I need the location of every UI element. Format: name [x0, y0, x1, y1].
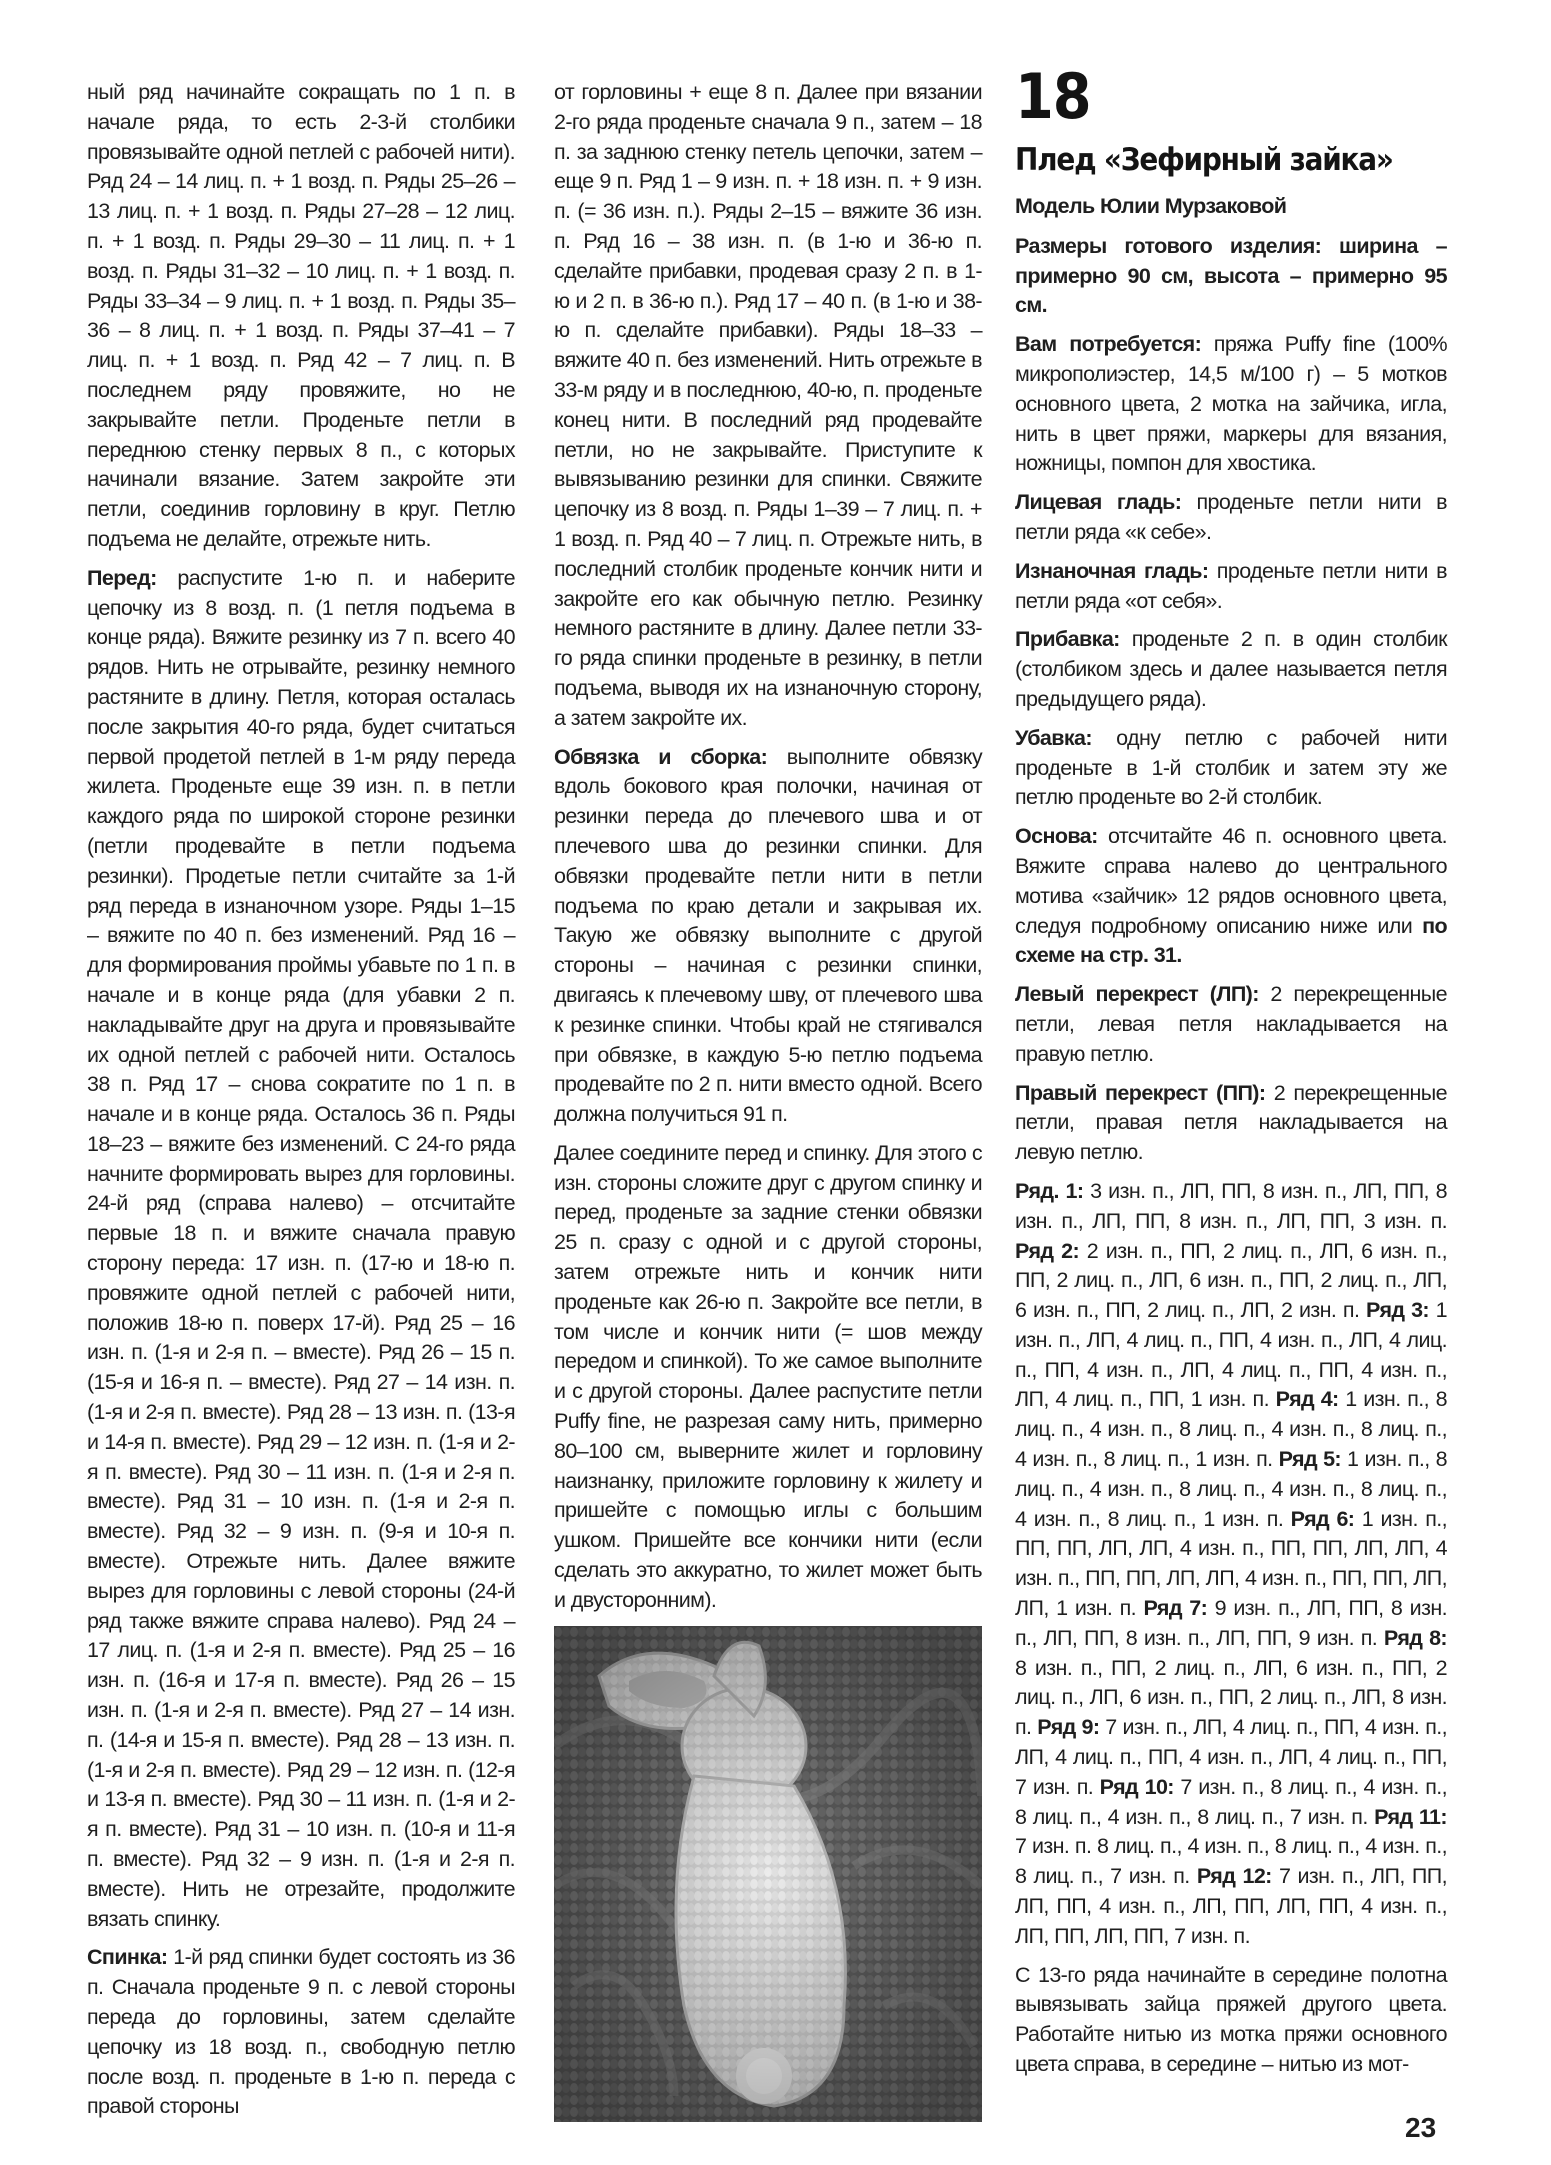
text-increase: проденьте 2 п. в один столбик (столбиком здесь и далее называется петля предыдущего ряда). [1015, 627, 1447, 711]
row-text: 1 изн. п., ПП, ПП, ЛП, ЛП, 4 изн. п., ПП, ПП, ЛП, ЛП, 4 изн. п., ПП, ПП, ЛП, ЛП, 4 изн. п., ПП, ПП, ЛП, ЛП, 1 изн. п. [1015, 1506, 1447, 1621]
paragraph-right-cross [1015, 1079, 1447, 1168]
row-label: Ряд 7: [1143, 1596, 1208, 1621]
row-label: Ряд 10: [1099, 1774, 1174, 1799]
text-front: распустите 1-ю п. и наберите цепочку из 8 возд. п. (1 петля подъема в конце ряда). Вяжите резинку из 7 п. всего 40 рядов. Нить не отрывайте, резинку немного растяните в длину. Петля, которая осталась после закрытия 40-го ряда, будет считаться первой продетой петлей в 1-м ряду переда жилета. Проденьте еще 39 изн. п. в петли каждого ряда по широкой стороне резинки (петли продевайте в петли подъема резинки). Продетые петли считайте за 1-й ряд переда в изнаночном узоре. Ряды 1–15 – вяжите по 40 п. без изменений. Ряд 16 – для формирования проймы убавьте по 1 п. в начале и в конце ряда (для убавки 2 п. накладывайте друг на друга и провязывайте их одной петлей с рабочей нити. Осталось 38 п. Ряд 17 – снова сократите по 1 п. в начале и в конце ряда. Осталось 36 п. Ряды 18–23 – вяжите без изменений. С 24-го ряда начните формировать вырез для горловины. 24-й ряд (справа налево) – отсчитайте первые 18 п. и вяжите сначала правую сторону переда: 17 изн. п. (17-ю и 18-ю п. провяжите одной петлей с рабочей нити, положив 18-ю п. поверх 17-й). Ряд 25 – 16 изн. п. (1-я и 2-я п. – вместе). Ряд 26 – 15 п. (15-я и 16-я п. – вместе). Ряд 27 – 14 изн. п. (1-я и 2-я п. вместе). Ряд 28 – 13 изн. п. (13-я и 14-я п. вместе). Ряд 29 – 12 изн. п. (1-я и 2-я п. вместе). Ряд 30 – 11 изн. п. (1-я и 2-я п. вместе). Ряд 31 – 10 изн. п. (1-я и 2-я п. вместе). Ряд 32 – 9 изн. п. (9-я и 10-я п. вместе). Отрежьте нить. Далее вяжите вырез для горловины с левой стороны (24-й ряд также вяжите справа налево). Ряд 24 – 17 лиц. п. (1-я и 2-я п. вместе). Ряд 25 – 16 изн. п. (16-я и 17-я п. вместе). Ряд 26 – 15 изн. п. (1-я и 2-я п. вместе). Ряд 27 – 14 изн. п. (14-я и 15-я п. вместе). Ряд 28 – 13 изн. п. (1-я и 2-я п. вместе). Ряд 29 – 12 изн. п. (12-я и 13-я п. вместе). Ряд 30 – 11 изн. п. (1-я и 2-я п. вместе). Ряд 31 – 10 изн. п. (10-я и 11-я п. вместе). Ряд 32 – 9 изн. п. (1-я и 2-я п. вместе). Нить не отрезайте, продолжите вязать спинку. [87, 565, 515, 1931]
bunny-illustration [554, 1626, 982, 2122]
row-text: 1 изн. п., 8 лиц. п., 4 изн. п., 8 лиц. п., 4 изн. п., 8 лиц. п., 4 изн. п., 8 лиц. п., 1 изн. п. [1015, 1387, 1447, 1472]
label-base: Основа: [1015, 824, 1098, 849]
paragraph-size [1015, 232, 1447, 321]
page-number: 23 [1405, 2112, 1437, 2143]
text-stockinette: проденьте петли нити в петли ряда «к себе». [1015, 490, 1447, 544]
text-reverse-stockinette: проденьте петли нити в петли ряда «от себя». [1015, 558, 1447, 613]
paragraph-back-continued: от горловины + еще 8 п. Далее при вязании 2-го ряда проденьте сначала 9 п., затем – 18 п. за заднюю стенку петель цепочки, затем – еще 9 п. Ряд 1 – 9 изн. п. + 18 изн. п. + 9 изн. п. (= 36 изн. п.). Ряды 2–15 – вяжите 36 изн. п. Ряд 16 – 38 изн. п. (в 1-ю и 36-ю п. сделайте прибавки, продевая сразу 2 п. в 1-ю и 2 п. в 36-ю п.). Ряд 17 – 40 п. (в 1-ю и 38-ю п. сделайте прибавки). Ряды 18–33 – вяжите 40 п. без изменений. Нить отрежьте в 33-м ряду и в последнюю, 40-ю, п. проденьте конец нити. В последний ряд продевайте петли, но не закрывайте. Приступите к вывязыванию резинки для спинки. Свяжите цепочку из 8 возд. п. Ряды 1–39 – 7 лиц. п. + 1 возд. п. Ряд 40 – 7 лиц. п. Отрежьте нить, в последний столбик проденьте кончик нити и закройте его как обычную петлю. Резинку немного растяните в длину. Далее петли 33-го ряда спинки проденьте в резинку, в петли подъема, выводя их на изнаночную сторону, а затем закройте их. [554, 80, 982, 730]
text-right-cross: 2 перекрещенные петли, правая петля накладывается на левую петлю. [1015, 1080, 1448, 1165]
row-text: 3 изн. п., ЛП, ПП, 8 изн. п., ЛП, ПП, 8 изн. п., ЛП, ПП, 8 изн. п., ЛП, ПП, 3 изн. п. [1015, 1178, 1447, 1233]
row-label: Ряд 8: [1383, 1625, 1447, 1650]
row-label: Ряд 12: [1196, 1864, 1272, 1889]
label-stockinette: Лицевая гладь: [1015, 490, 1182, 515]
row-label: Ряд 2: [1015, 1238, 1080, 1263]
paragraph-reverse-stockinette [1015, 557, 1447, 617]
column-middle [554, 78, 982, 2122]
bunny-blanket-photo [554, 1626, 982, 2122]
row-label: Ряд 6: [1290, 1506, 1355, 1531]
paragraph-stockinette [1015, 488, 1447, 548]
label-back: Спинка: [87, 1945, 168, 1970]
column-left [87, 78, 515, 2131]
paragraph-materials [1015, 330, 1447, 479]
label-front: Перед: [87, 565, 157, 590]
row-text: 7 изн. п., ЛП, 4 лиц. п., ПП, 4 изн. п., ЛП, 4 лиц. п., ПП, 4 изн. п., ЛП, 4 лиц. п., ПП, 7 изн. п. [1015, 1715, 1447, 1799]
row-label: Ряд 11: [1374, 1804, 1447, 1829]
row-text: 7 изн. п. 8 лиц. п., 4 изн. п., 8 лиц. п., 4 изн. п., 8 лиц. п., 7 изн. п. [1015, 1834, 1447, 1889]
row-text: 1 изн. п., 8 лиц. п., 4 изн. п., 8 лиц. п., 4 изн. п., 8 лиц. п., 4 изн. п., 8 лиц. п., 1 изн. п. [1015, 1447, 1448, 1531]
row-text: 1 изн. п., ЛП, 4 лиц. п., ПП, 4 изн. п., ЛП, 4 лиц. п., ПП, 4 изн. п., ЛП, 4 лиц. п., ПП, 4 изн. п., ЛП, 4 лиц. п., ПП, 1 изн. п. [1015, 1298, 1447, 1412]
paragraph-back [87, 1943, 515, 2122]
paragraph-increase [1015, 625, 1447, 714]
row-text: 7 изн. п., 8 лиц. п., 4 изн. п., 8 лиц. п., 4 изн. п., 8 лиц. п., 7 изн. п. [1015, 1774, 1447, 1829]
label-left-cross: Левый перекрест (ЛП): [1015, 982, 1259, 1007]
label-right-cross: Правый перекрест (ПП): [1015, 1080, 1266, 1105]
pattern-title: Плед «Зефирный зайка» [1015, 142, 1393, 178]
paragraph-joining: Далее соедините перед и спинку. Для этого с изн. стороны сложите друг с другом спинку и перед, проденьте за задние стенки обвязки 25 п. сразу с одной и с другой стороны, затем отрежьте нить и кончик нити проденьте как 26-ю п. Закройте все петли, в том числе и кончик нити (= шов между передом и спинкой). То же самое выполните и с другой стороны. Далее распустите петли Puffy fine, не разрезая саму нить, примерно 80–100 см, выверните жилет и горловину наизнанку, приложите горловину к жилету и пришейте с помощью иглы с большим ушком. Пришейте все кончики нити (если сделать это аккуратно, то жилет может быть и двусторонним). [554, 1140, 982, 1612]
row-text: 9 изн. п., ЛП, ПП, 8 изн. п., ЛП, ПП, 8 изн. п., ЛП, ПП, 9 изн. п. [1015, 1596, 1447, 1650]
text-decrease: одну петлю с рабочей нити проденьте в 1-й столбик и затем эту же петлю проденьте во 2-й столбик. [1015, 725, 1447, 810]
paragraph-left-cross [1015, 980, 1447, 1069]
row-label: Ряд. 1: [1015, 1178, 1084, 1203]
label-assembly: Обвязка и сборка: [554, 744, 768, 769]
pattern-author: Модель Юлии Мурзаковой [1015, 194, 1287, 218]
column-right [1015, 62, 1447, 2089]
row-text: 2 изн. п., ПП, 2 лиц. п., ЛП, 6 изн. п., ПП, 2 лиц. п., ЛП, 6 изн. п., ПП, 2 лиц. п., ЛП, 6 изн. п., ПП, 2 лиц. п., ЛП, 2 изн. п. [1015, 1238, 1447, 1323]
text-materials: пряжа Puffy fine (100% микрополиэстер, 14,5 м/100 г) – 5 мотков основного цвета, 2 мотка на зайчика, игла, нить в цвет пряжи, маркеры для вязания, ножницы, помпон для хвостика. [1015, 332, 1448, 476]
label-decrease: Убавка: [1015, 725, 1092, 750]
paragraph-base [1015, 822, 1447, 971]
label-increase: Прибавка: [1015, 627, 1120, 652]
row-label: Ряд 9: [1037, 1715, 1100, 1740]
paragraph-assembly [554, 743, 982, 1130]
row-label: Ряд 5: [1278, 1447, 1341, 1472]
text-left-cross: 2 перекрещенные петли, левая петля накладывается на правую петлю. [1015, 982, 1447, 1066]
pattern-number: 18 [1015, 60, 1091, 133]
row-text: 8 изн. п., ПП, 2 лиц. п., ЛП, 6 изн. п., ПП, 2 лиц. п., ЛП, 6 изн. п., ПП, 2 лиц. п., ЛП, 8 изн. п. [1015, 1655, 1447, 1740]
text-assembly: выполните обвязку вдоль бокового края полочки, начиная от резинки переда до плечевого шва и от плечевого шва до резинки спинки. Для обвязки продевайте петли нити в петли подъема по краю детали и закрывая их. Такую же обвязку выполните с другой стороны – начиная с резинки спинки, двигаясь к плечевому шву, от плечевого шва к резинке спинки. Чтобы край не стягивался при обвязке, в каждую 5-ю петлю подъема продевайте по 2 п. нити вместо одной. Всего должна получиться 91 п. [554, 744, 982, 1127]
row-label: Ряд 3: [1365, 1298, 1429, 1323]
row-label: Ряд 4: [1275, 1387, 1339, 1412]
text-back: 1-й ряд спинки будет состоять из 36 п. Сначала проденьте 9 п. с левой стороны переда до горловины, затем сделайте цепочку из 18 возд. п., свободную петлю после возд. п. проденьте в 1-ю п. переда с правой стороны [87, 1945, 515, 2119]
paragraph-front [87, 564, 515, 1935]
paragraph-rows [1015, 1177, 1447, 1952]
label-reverse-stockinette: Изнаночная гладь: [1015, 558, 1209, 583]
text-size: Размеры готового изделия: ширина – примерно 90 см, высота – примерно 95 см. [1015, 233, 1447, 318]
label-materials: Вам потребуется: [1015, 332, 1202, 357]
row-text: 7 изн. п., ЛП, ПП, ЛП, ПП, 4 изн. п., ЛП, ПП, ЛП, ПП, 4 изн. п., ЛП, ПП, ЛП, ПП, 7 изн. п. [1015, 1864, 1447, 1948]
paragraph-decrease [1015, 724, 1447, 813]
text-base-chart-ref: по схеме на стр. 31. [1015, 913, 1447, 968]
paragraph-intro: ный ряд начинайте сокращать по 1 п. в начале ряда, то есть 2-3-й столбики провязывайте одной петлей с рабочей нити). Ряд 24 – 14 лиц. п. + 1 возд. п. Ряды 25–26 – 13 лиц. п. + 1 возд. п. Ряды 27–28 – 12 лиц. п. + 1 возд. п. Ряды 29–30 – 11 лиц. п. + 1 возд. п. Ряды 31–32 – 10 лиц. п. + 1 возд. п. Ряды 33–34 – 9 лиц. п. + 1 возд. п. Ряды 35–36 – 8 лиц. п. + 1 возд. п. Ряды 37–41 – 7 лиц. п. + 1 возд. п. Ряд 42 – 7 лиц. п. В последнем ряду провяжите, но не закрывайте петли. Проденьте петли в переднюю стенку первых 8 п., с которых начинали вязание. Затем закройте эти петли, соединив горловину в круг. Петлю подъема не делайте, отрежьте нить. [87, 80, 515, 551]
text-base: отсчитайте 46 п. основного цвета. Вяжите справа налево до центрального мотива «зайчик» 12 рядов основного цвета, следуя подробному описанию ниже или [1015, 824, 1447, 938]
paragraph-bunny-start: С 13-го ряда начинайте в середине полотна вывязывать зайца пряжей другого цвета. Работайте нитью из мотка пряжи основного цвета справа, в середине – нитью из мот- [1015, 1962, 1447, 2077]
